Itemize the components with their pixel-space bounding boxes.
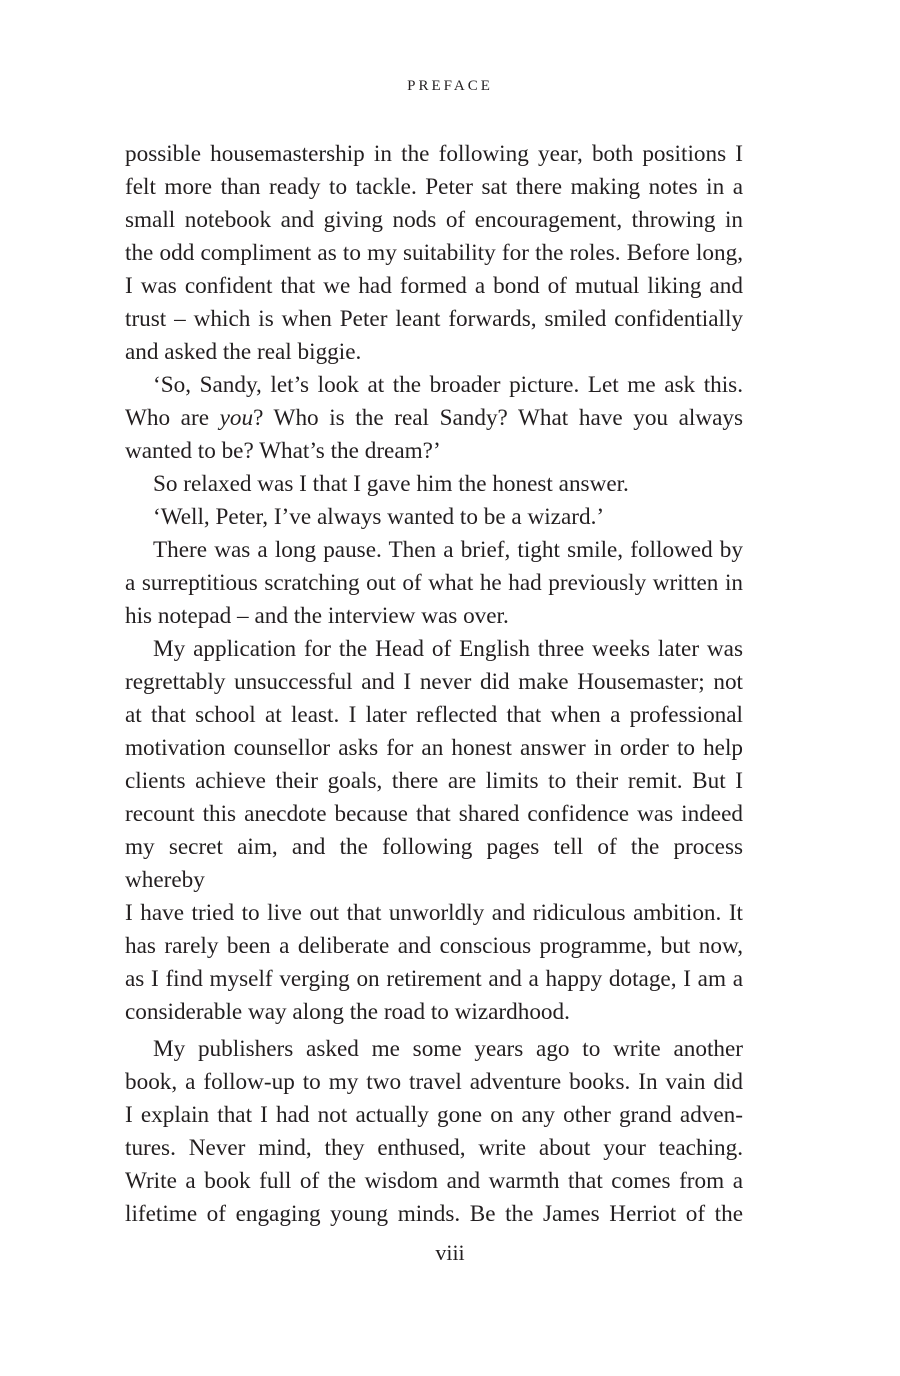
text-line: possible housemastership in the following year, both positions I [125,141,743,167]
text-line: So relaxed was I that I gave him the honest answer. [153,471,629,497]
page-number: viii [435,1240,465,1265]
text-line: as I find myself verging on retirement and a happy dotage, I am a [125,966,743,992]
text-line: ‘So, Sandy, let’s look at the broader picture. Let me ask this. [153,372,743,398]
text-line: motivation counsellor asks for an honest answer in order to help [125,735,743,761]
text-line: felt more than ready to tackle. Peter sat there making notes in a [125,174,743,200]
text-line: the odd compliment as to my suitability for the roles. Before long, [125,240,743,266]
text-line: I explain that I had not actually gone on any other grand adven- [125,1102,743,1128]
text-line: considerable way along the road to wizardhood. [125,999,570,1025]
running-head: PREFACE [407,78,493,94]
text-line: small notebook and giving nods of encouragement, throwing in [125,207,743,233]
emphasis-text: you [219,405,254,431]
text-line: trust – which is when Peter leant forwards, smiled confidentially [125,306,743,332]
text-line: clients achieve their goals, there are limits to their remit. But I [125,768,743,794]
text-line: My publishers asked me some years ago to write another [153,1036,743,1062]
text-segment: ? Who is the real Sandy? What have you always [253,405,743,431]
text-line [125,402,743,435]
text-line: book, a follow-up to my two travel adventure books. In vain did [125,1069,743,1095]
text-line: Write a book full of the wisdom and warmth that comes from a [125,1168,743,1194]
text-line: has rarely been a deliberate and conscious programme, but now, [125,933,743,959]
text-line: I was confident that we had formed a bond of mutual liking and [125,273,743,299]
text-line: regrettably unsuccessful and I never did make Housemaster; not [125,669,743,695]
text-line: lifetime of engaging young minds. Be the James Herriot of the [125,1201,743,1227]
text-line: My application for the Head of English three weeks later was [153,636,743,662]
body-text [125,138,743,1231]
text-line: I have tried to live out that unworldly and ridiculous ambition. It [125,900,743,926]
text-line: There was a long pause. Then a brief, tight smile, followed by [153,537,743,563]
text-line: recount this anecdote because that shared confidence was indeed [125,801,743,827]
text-line: wanted to be? What’s the dream?’ [125,438,441,464]
text-line: his notepad – and the interview was over. [125,603,509,629]
text-line: tures. Never mind, they enthused, write about your teaching. [125,1135,743,1161]
text-line: my secret aim, and the following pages tell of the process whereby [125,834,743,893]
text-line: and asked the real biggie. [125,339,362,365]
text-segment: Who are [125,405,220,431]
text-line: at that school at least. I later reflected that when a professional [125,702,743,728]
text-line: ‘Well, Peter, I’ve always wanted to be a wizard.’ [153,504,605,530]
text-line: a surreptitious scratching out of what he had previously written in [125,570,743,596]
